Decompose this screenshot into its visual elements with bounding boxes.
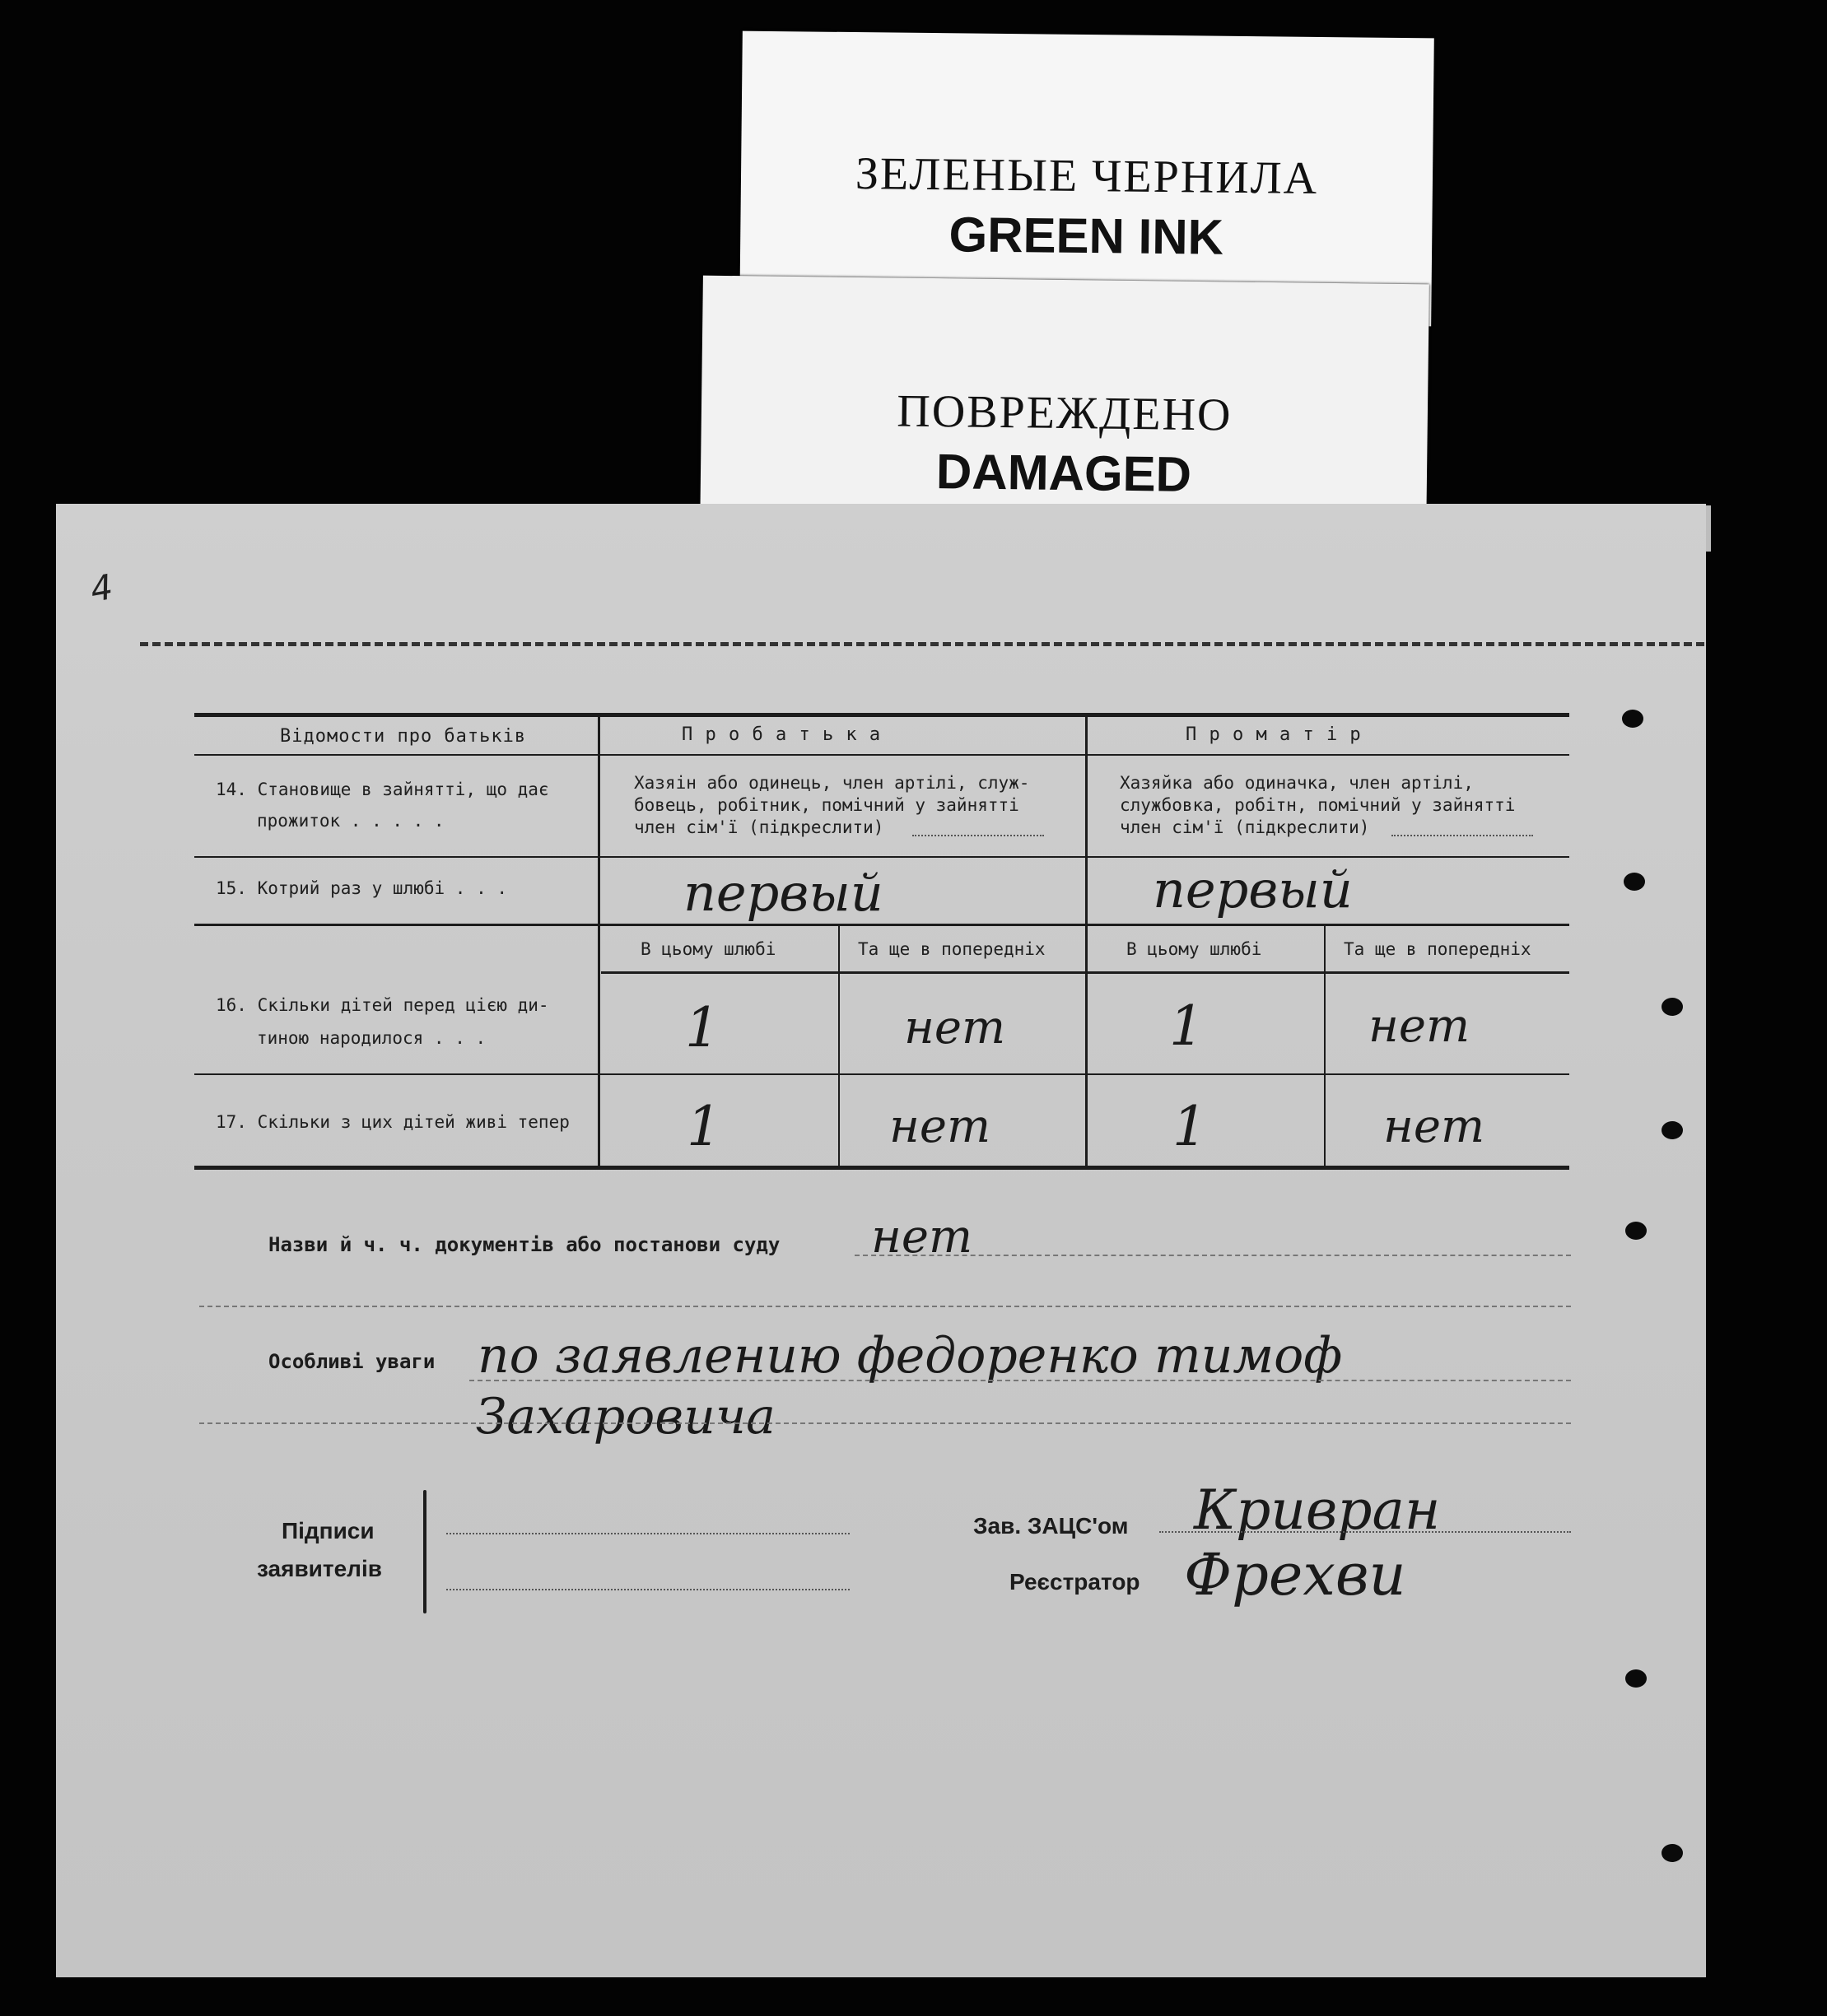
notes-label: Особливі уваги [268,1350,436,1373]
punch-hole [1662,1844,1683,1862]
row14-label-line1: 14. Становище в зайнятті, що дає [216,780,549,799]
applicant-signature-line-2 [446,1589,850,1590]
documents-line-2 [199,1306,1571,1307]
punch-hole [1662,1121,1683,1139]
registrar-signature: Фрехви [1184,1541,1406,1609]
row17-mother-prev: нет [1383,1100,1485,1153]
header-mother: П р о м а т і р [1186,724,1362,745]
applicant-signature-line-1 [446,1533,850,1534]
table-col-rule [1324,925,1326,1167]
documents-line [855,1255,1571,1256]
row14-label-line2: прожиток . . . . . [257,811,445,831]
punch-hole [1622,710,1643,728]
table-row-rule [194,924,1569,926]
green-ink-label-en: GREEN INK [948,207,1224,265]
row17-mother-this: 1 [1172,1095,1207,1158]
row16-mother-this: 1 [1169,994,1204,1058]
documents-value: нет [871,1210,973,1264]
row14-mother-line1: Хазяйка або одиначка, член артілі, [1120,773,1474,793]
damaged-label-en: DAMAGED [935,444,1192,502]
damaged-label-ru: ПОВРЕЖДЕНО [897,385,1233,441]
punch-hole [1662,998,1683,1016]
corner-mark: 4 [86,566,116,610]
documents-label: Назви й ч. ч. документів або постанови суду [268,1233,781,1256]
notes-line2: Захаровича [476,1388,776,1446]
row15-mother-value: первый [1153,859,1353,920]
row16-mother-prev: нет [1368,999,1470,1053]
table-header-rule [194,754,1569,756]
row15-father-value: первый [683,863,883,923]
signature-bracket [423,1490,426,1613]
row14-mother-line2: службовка, робітн, помічний у зайнятті [1120,795,1516,815]
row14-father-line2: бовець, робітник, помічний у зайнятті [634,795,1019,815]
row14-father-line3: член сім'ї (підкреслити) [634,817,884,837]
row14-mother-line3: член сім'ї (підкреслити) [1120,817,1370,837]
sub-father-this: В цьому шлюбі [641,939,776,959]
row16-label-line2: тиною народилося . . . [257,1028,487,1048]
table-bottom-rule [194,1166,1569,1170]
applicants-label-line1: Підписи [282,1518,375,1543]
row17-father-prev: нет [889,1100,991,1153]
row16-label-line1: 16. Скільки дітей перед цією ди- [216,995,549,1015]
registrar-label: Реєстратор [1009,1569,1140,1595]
green-ink-label-ru: ЗЕЛЕНЫЕ ЧЕРНИЛА [855,148,1319,204]
row17-father-this: 1 [687,1095,721,1158]
head-label: Зав. ЗАЦС'ом [973,1513,1129,1539]
punch-hole [1625,1222,1647,1240]
row17-label: 17. Скільки з цих дітей живі тепер [216,1112,570,1132]
row15-label: 15. Котрий раз у шлюбі . . . [216,878,508,898]
table-top-rule [194,713,1569,717]
header-parents-info: Відомости про батьків [280,726,527,747]
notes-line-2 [199,1422,1571,1424]
applicants-label-line2: заявителів [257,1556,382,1581]
sub-mother-this: В цьому шлюбі [1126,939,1262,959]
table-col-rule [1085,713,1088,1168]
tear-line [140,642,1704,646]
table-col-rule [838,925,840,1167]
table-col-rule [598,713,600,1168]
sub-mother-prev: Та ще в попередніх [1344,939,1531,959]
row16-father-prev: нет [904,1001,1006,1055]
head-signature: Кривран [1194,1478,1441,1542]
table-row-rule [194,1073,1569,1075]
notes-line1: по заявлению федоренко тимоф [478,1327,1343,1385]
sub-father-prev: Та ще в попередніх [858,939,1046,959]
table-row-rule [194,856,1569,858]
head-signature-line [1159,1531,1571,1533]
row14-mother-fill [1391,835,1533,836]
header-father: П р о б а т ь к а [682,724,882,745]
damaged-label [700,276,1429,540]
punch-hole [1624,873,1645,891]
row16-father-this: 1 [685,996,720,1059]
row14-father-line1: Хазяін або одинець, член артілі, служ- [634,773,1030,793]
notes-line [469,1380,1571,1381]
punch-hole [1625,1669,1647,1688]
row14-father-fill [912,835,1044,836]
